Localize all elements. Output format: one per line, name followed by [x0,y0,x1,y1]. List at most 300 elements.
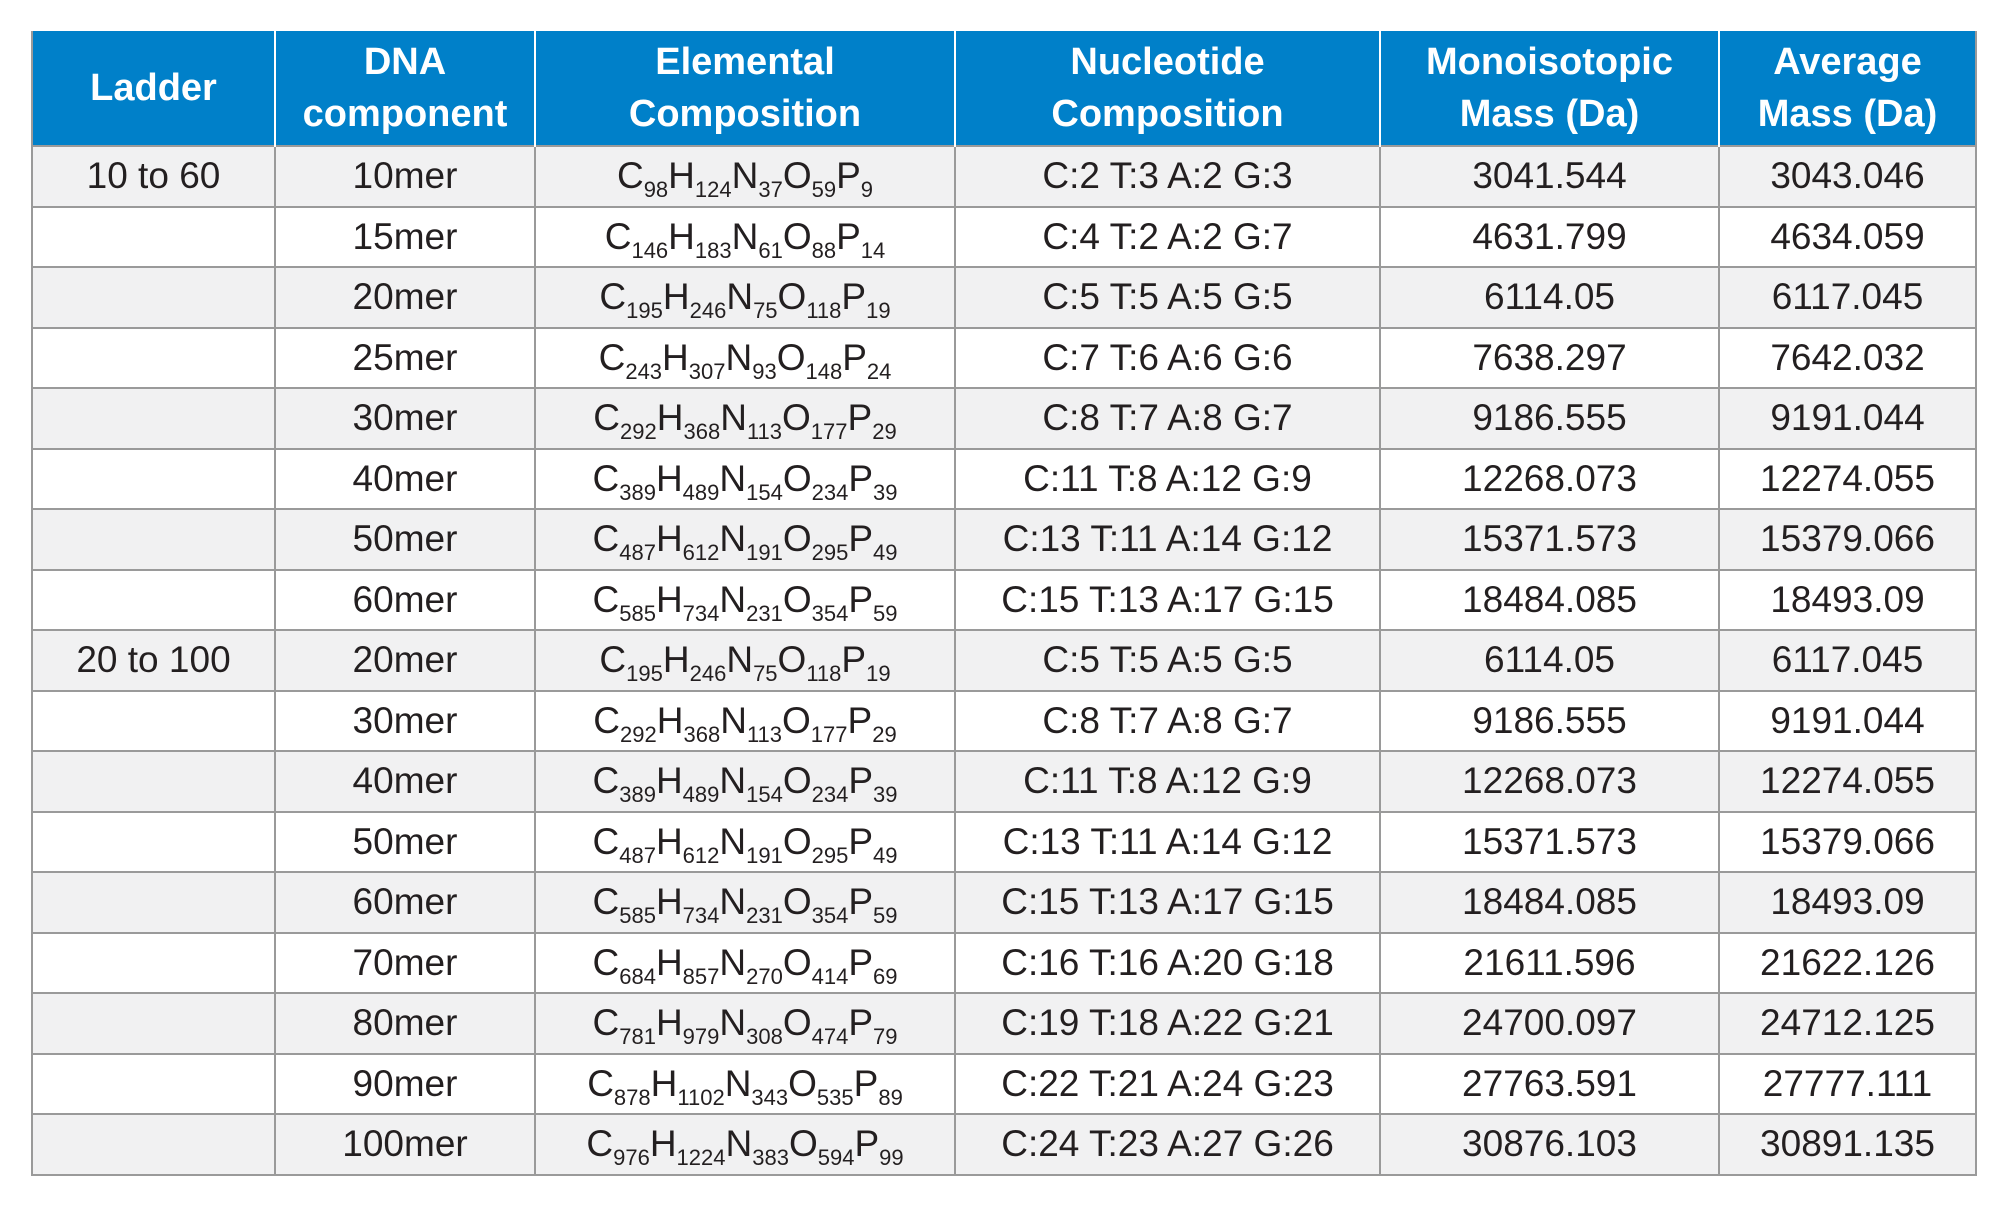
element-count: 231 [746,600,783,626]
element-count: 612 [682,540,720,566]
element-count: 487 [619,842,656,868]
element-symbol: O [782,215,812,257]
table-body [32,146,1976,1175]
element-symbol: N [719,457,747,499]
element-symbol: N [719,881,747,923]
element-count: 99 [879,1145,904,1171]
table-row [32,267,1976,328]
table-row [32,630,1976,691]
average-mass-cell: 4634.059 [1719,207,1976,268]
element-count: 734 [682,600,720,626]
element-count: 24 [866,358,892,384]
element-count: 368 [683,419,721,445]
element-count: 354 [811,600,849,626]
element-count: 343 [751,1084,789,1110]
element-symbol: P [836,155,861,197]
element-count: 59 [811,177,837,203]
element-count: 389 [619,782,656,808]
nucleotide-cell: C:5 T:5 A:5 G:5 [955,630,1380,691]
table-row [32,449,1976,510]
table-row [32,933,1976,994]
ladder-cell: 20 to 100 [32,630,275,691]
table-row [32,993,1976,1054]
average-mass-cell: 18493.09 [1719,570,1976,631]
nucleotide-cell: C:11 T:8 A:12 G:9 [955,751,1380,812]
element-symbol: H [668,215,695,257]
element-symbol: N [726,639,754,681]
formula-cell [535,1114,955,1175]
element-symbol: N [731,215,759,257]
element-symbol: N [725,1123,753,1165]
element-count: 69 [873,963,898,989]
element-symbol: P [841,639,867,681]
element-symbol: P [848,760,874,802]
ladder-cell [32,449,275,510]
element-symbol: C [604,215,632,257]
element-symbol: N [726,276,754,318]
element-count: 734 [682,903,720,929]
table-row [32,207,1976,268]
element-count: 292 [620,721,657,747]
element-symbol: P [841,276,867,318]
nucleotide-cell: C:16 T:16 A:20 G:18 [955,933,1380,994]
formula-cell [535,751,955,812]
element-symbol: C [592,760,620,802]
element-count: 39 [873,782,898,808]
element-symbol: H [655,1002,683,1044]
average-mass-cell: 21622.126 [1719,933,1976,994]
formula-cell [535,993,955,1054]
element-count: 113 [746,721,783,747]
nucleotide-cell: C:24 T:23 A:27 G:26 [955,1114,1380,1175]
component-cell: 25mer [275,328,535,389]
element-count: 118 [806,661,842,687]
element-count: 781 [619,1024,656,1050]
element-count: 195 [626,298,663,324]
ladder-cell [32,691,275,752]
element-count: 29 [872,419,897,445]
header-ladder [32,31,275,146]
header-label-line: Average [1773,41,1922,83]
formula-cell [535,328,955,389]
formula-cell [535,388,955,449]
element-count: 93 [752,358,777,384]
element-symbol: H [655,518,683,560]
element-count: 98 [643,177,669,203]
formula-cell [535,267,955,328]
element-symbol: H [655,881,683,923]
element-symbol: N [719,760,747,802]
element-count: 88 [811,237,837,263]
table-row [32,570,1976,631]
table-row [32,691,1976,752]
component-cell: 60mer [275,570,535,631]
element-count: 857 [682,963,720,989]
monoisotopic-mass-cell: 9186.555 [1380,388,1719,449]
header-dna-component [275,31,535,146]
average-mass-cell: 9191.044 [1719,388,1976,449]
element-count: 594 [817,1145,855,1171]
element-symbol: H [650,1062,678,1104]
average-mass-cell: 15379.066 [1719,812,1976,873]
element-count: 243 [625,358,663,384]
ladder-cell [32,812,275,873]
monoisotopic-mass-cell: 3041.544 [1380,146,1719,207]
average-mass-cell: 9191.044 [1719,691,1976,752]
element-symbol: N [719,1002,747,1044]
ladder-cell [32,933,275,994]
element-symbol: C [592,820,620,862]
table-row [32,146,1976,207]
average-mass-cell: 12274.055 [1719,449,1976,510]
element-count: 612 [682,842,720,868]
nucleotide-cell: C:4 T:2 A:2 G:7 [955,207,1380,268]
formula-cell [535,509,955,570]
element-count: 177 [810,419,848,445]
header-row [32,31,1976,146]
element-symbol: C [592,1002,620,1044]
table-row [32,1054,1976,1115]
average-mass-cell: 30891.135 [1719,1114,1976,1175]
monoisotopic-mass-cell: 4631.799 [1380,207,1719,268]
element-count: 75 [753,298,778,324]
element-symbol: O [777,639,807,681]
element-symbol: H [655,578,683,620]
monoisotopic-mass-cell: 9186.555 [1380,691,1719,752]
nucleotide-cell: C:15 T:13 A:17 G:15 [955,570,1380,631]
element-count: 9 [860,177,874,203]
average-mass-cell: 6117.045 [1719,267,1976,328]
nucleotide-cell: C:15 T:13 A:17 G:15 [955,872,1380,933]
table-row [32,1114,1976,1175]
header-label-line: Mass (Da) [1459,93,1640,135]
element-symbol: C [592,881,620,923]
element-count: 414 [811,963,849,989]
element-count: 49 [873,540,898,566]
monoisotopic-mass-cell: 27763.591 [1380,1054,1719,1115]
monoisotopic-mass-cell: 15371.573 [1380,509,1719,570]
ladder-cell [32,1054,275,1115]
element-symbol: P [848,820,874,862]
element-count: 246 [689,661,727,687]
element-symbol: N [725,336,753,378]
element-symbol: O [777,276,807,318]
element-count: 124 [694,177,732,203]
element-symbol: O [782,518,812,560]
header-label-line: Composition [1051,93,1284,135]
monoisotopic-mass-cell: 12268.073 [1380,751,1719,812]
nucleotide-cell: C:2 T:3 A:2 G:3 [955,146,1380,207]
element-symbol: C [592,578,620,620]
table-row [32,751,1976,812]
table-row [32,872,1976,933]
element-symbol: O [782,881,812,923]
formula-cell [535,872,955,933]
element-symbol: C [599,639,627,681]
ladder-cell [32,1114,275,1175]
element-count: 976 [613,1145,650,1171]
element-count: 148 [805,358,843,384]
element-count: 195 [626,661,663,687]
element-symbol: C [592,941,620,983]
component-cell: 80mer [275,993,535,1054]
element-symbol: O [782,760,812,802]
element-symbol: H [662,336,689,378]
header-monoisotopic-mass [1380,31,1719,146]
header-label-line: Ladder [90,67,217,109]
element-symbol: H [662,276,690,318]
element-count: 177 [810,721,848,747]
element-count: 292 [620,419,657,445]
formula-cell [535,933,955,994]
monoisotopic-mass-cell: 24700.097 [1380,993,1719,1054]
element-symbol: H [668,155,695,197]
element-symbol: C [592,518,620,560]
element-count: 89 [878,1084,903,1110]
element-symbol: C [616,155,644,197]
average-mass-cell: 7642.032 [1719,328,1976,389]
element-symbol: O [782,699,811,741]
element-count: 59 [873,600,898,626]
element-count: 585 [619,903,656,929]
element-symbol: N [720,699,747,741]
element-symbol: P [854,1123,880,1165]
ladder-cell [32,872,275,933]
element-symbol: O [782,457,812,499]
formula-cell [535,1054,955,1115]
nucleotide-cell: C:22 T:21 A:24 G:23 [955,1054,1380,1115]
nucleotide-cell: C:8 T:7 A:8 G:7 [955,691,1380,752]
element-count: 39 [873,479,898,505]
data-table-container [31,31,1975,1176]
element-symbol: P [848,941,874,983]
monoisotopic-mass-cell: 18484.085 [1380,872,1719,933]
header-label-line: Composition [628,93,862,135]
average-mass-cell: 18493.09 [1719,872,1976,933]
element-count: 474 [811,1024,849,1050]
element-count: 113 [746,419,783,445]
element-count: 489 [682,479,720,505]
element-count: 49 [873,842,898,868]
element-count: 354 [811,903,849,929]
element-symbol: P [848,881,874,923]
header-elemental-composition [535,31,955,146]
element-count: 368 [683,721,721,747]
average-mass-cell: 3043.046 [1719,146,1976,207]
element-count: 270 [746,963,783,989]
element-count: 979 [682,1024,720,1050]
component-cell: 60mer [275,872,535,933]
formula-cell [535,570,955,631]
element-count: 118 [806,298,842,324]
ladder-cell [32,328,275,389]
element-symbol: H [655,820,683,862]
average-mass-cell: 6117.045 [1719,630,1976,691]
element-symbol: P [848,1002,874,1044]
element-count: 154 [746,782,783,808]
element-symbol: O [776,336,806,378]
component-cell: 30mer [275,691,535,752]
monoisotopic-mass-cell: 18484.085 [1380,570,1719,631]
element-count: 191 [746,540,783,566]
component-cell: 50mer [275,812,535,873]
ladder-cell [32,388,275,449]
element-symbol: N [731,155,759,197]
average-mass-cell: 24712.125 [1719,993,1976,1054]
header-average-mass [1719,31,1976,146]
table-row [32,812,1976,873]
element-count: 489 [682,782,720,808]
nucleotide-cell: C:13 T:11 A:14 G:12 [955,509,1380,570]
nucleotide-cell: C:5 T:5 A:5 G:5 [955,267,1380,328]
element-count: 585 [619,600,656,626]
element-symbol: N [719,518,747,560]
header-label-line: DNA [363,41,447,83]
element-count: 19 [866,298,891,324]
header-label-line: Mass (Da) [1757,93,1938,135]
ladder-cell [32,509,275,570]
element-symbol: C [598,336,626,378]
element-symbol: O [782,155,812,197]
element-count: 234 [811,479,849,505]
table-row [32,328,1976,389]
element-count: 19 [866,661,891,687]
formula-cell [535,630,955,691]
component-cell: 70mer [275,933,535,994]
element-count: 307 [688,358,726,384]
ladder-cell [32,570,275,631]
element-count: 389 [619,479,656,505]
element-symbol: C [599,276,627,318]
component-cell: 40mer [275,751,535,812]
element-symbol: H [655,941,683,983]
element-symbol: O [788,1062,817,1104]
element-count: 308 [746,1024,783,1050]
ladder-cell [32,993,275,1054]
element-symbol: N [720,397,747,439]
element-symbol: O [782,820,812,862]
element-count: 29 [872,721,897,747]
element-count: 14 [860,237,886,263]
component-cell: 40mer [275,449,535,510]
element-symbol: N [724,1062,752,1104]
formula-cell [535,146,955,207]
table-row [32,388,1976,449]
element-symbol: N [719,820,747,862]
monoisotopic-mass-cell: 21611.596 [1380,933,1719,994]
component-cell: 20mer [275,267,535,328]
element-symbol: C [592,457,620,499]
monoisotopic-mass-cell: 7638.297 [1380,328,1719,389]
element-symbol: H [649,1123,677,1165]
element-symbol: P [848,457,874,499]
nucleotide-cell: C:7 T:6 A:6 G:6 [955,328,1380,389]
header-label-line: Monoisotopic [1426,41,1673,83]
element-count: 383 [752,1145,789,1171]
element-symbol: P [848,518,874,560]
element-count: 1224 [676,1145,726,1171]
average-mass-cell: 12274.055 [1719,751,1976,812]
element-count: 246 [689,298,727,324]
element-count: 878 [613,1084,651,1110]
monoisotopic-mass-cell: 30876.103 [1380,1114,1719,1175]
nucleotide-cell: C:19 T:18 A:22 G:21 [955,993,1380,1054]
element-symbol: P [836,215,861,257]
element-symbol: P [847,397,873,439]
ladder-cell [32,207,275,268]
nucleotide-cell: C:13 T:11 A:14 G:12 [955,812,1380,873]
element-count: 183 [694,237,732,263]
ladder-cell: 10 to 60 [32,146,275,207]
element-count: 295 [811,540,849,566]
element-count: 684 [619,963,656,989]
table-header [32,31,1976,146]
element-symbol: P [853,1062,879,1104]
element-symbol: P [847,699,873,741]
header-label-line: Nucleotide [1070,41,1265,83]
average-mass-cell: 15379.066 [1719,509,1976,570]
component-cell: 90mer [275,1054,535,1115]
ladder-cell [32,751,275,812]
element-symbol: O [788,1123,818,1165]
header-nucleotide-composition [955,31,1380,146]
ladder-cell [32,267,275,328]
component-cell: 10mer [275,146,535,207]
component-cell: 100mer [275,1114,535,1175]
element-symbol: O [782,578,812,620]
header-label-line: component [302,93,508,135]
table-row [32,509,1976,570]
element-count: 61 [758,237,783,263]
dna-ladder-table [31,31,1977,1176]
element-symbol: C [593,699,621,741]
element-symbol: C [593,397,621,439]
element-symbol: H [655,760,683,802]
element-symbol: C [587,1062,614,1104]
element-count: 234 [811,782,849,808]
element-count: 154 [746,479,783,505]
element-symbol: O [782,1002,812,1044]
element-symbol: N [719,941,747,983]
element-symbol: O [782,397,811,439]
formula-cell [535,207,955,268]
element-count: 535 [816,1084,854,1110]
element-count: 191 [746,842,783,868]
monoisotopic-mass-cell: 15371.573 [1380,812,1719,873]
monoisotopic-mass-cell: 6114.05 [1380,630,1719,691]
element-symbol: C [586,1123,614,1165]
component-cell: 50mer [275,509,535,570]
formula-cell [535,812,955,873]
nucleotide-cell: C:8 T:7 A:8 G:7 [955,388,1380,449]
header-label-line: Elemental [655,41,835,83]
element-symbol: O [782,941,812,983]
element-symbol: P [842,336,867,378]
nucleotide-cell: C:11 T:8 A:12 G:9 [955,449,1380,510]
element-symbol: H [656,397,684,439]
element-count: 59 [873,903,898,929]
element-symbol: P [848,578,874,620]
component-cell: 20mer [275,630,535,691]
element-count: 1102 [677,1084,725,1110]
element-count: 487 [619,540,656,566]
average-mass-cell: 27777.111 [1719,1054,1976,1115]
element-count: 75 [753,661,778,687]
element-count: 146 [631,237,669,263]
element-count: 79 [873,1024,898,1050]
component-cell: 30mer [275,388,535,449]
formula-cell [535,691,955,752]
